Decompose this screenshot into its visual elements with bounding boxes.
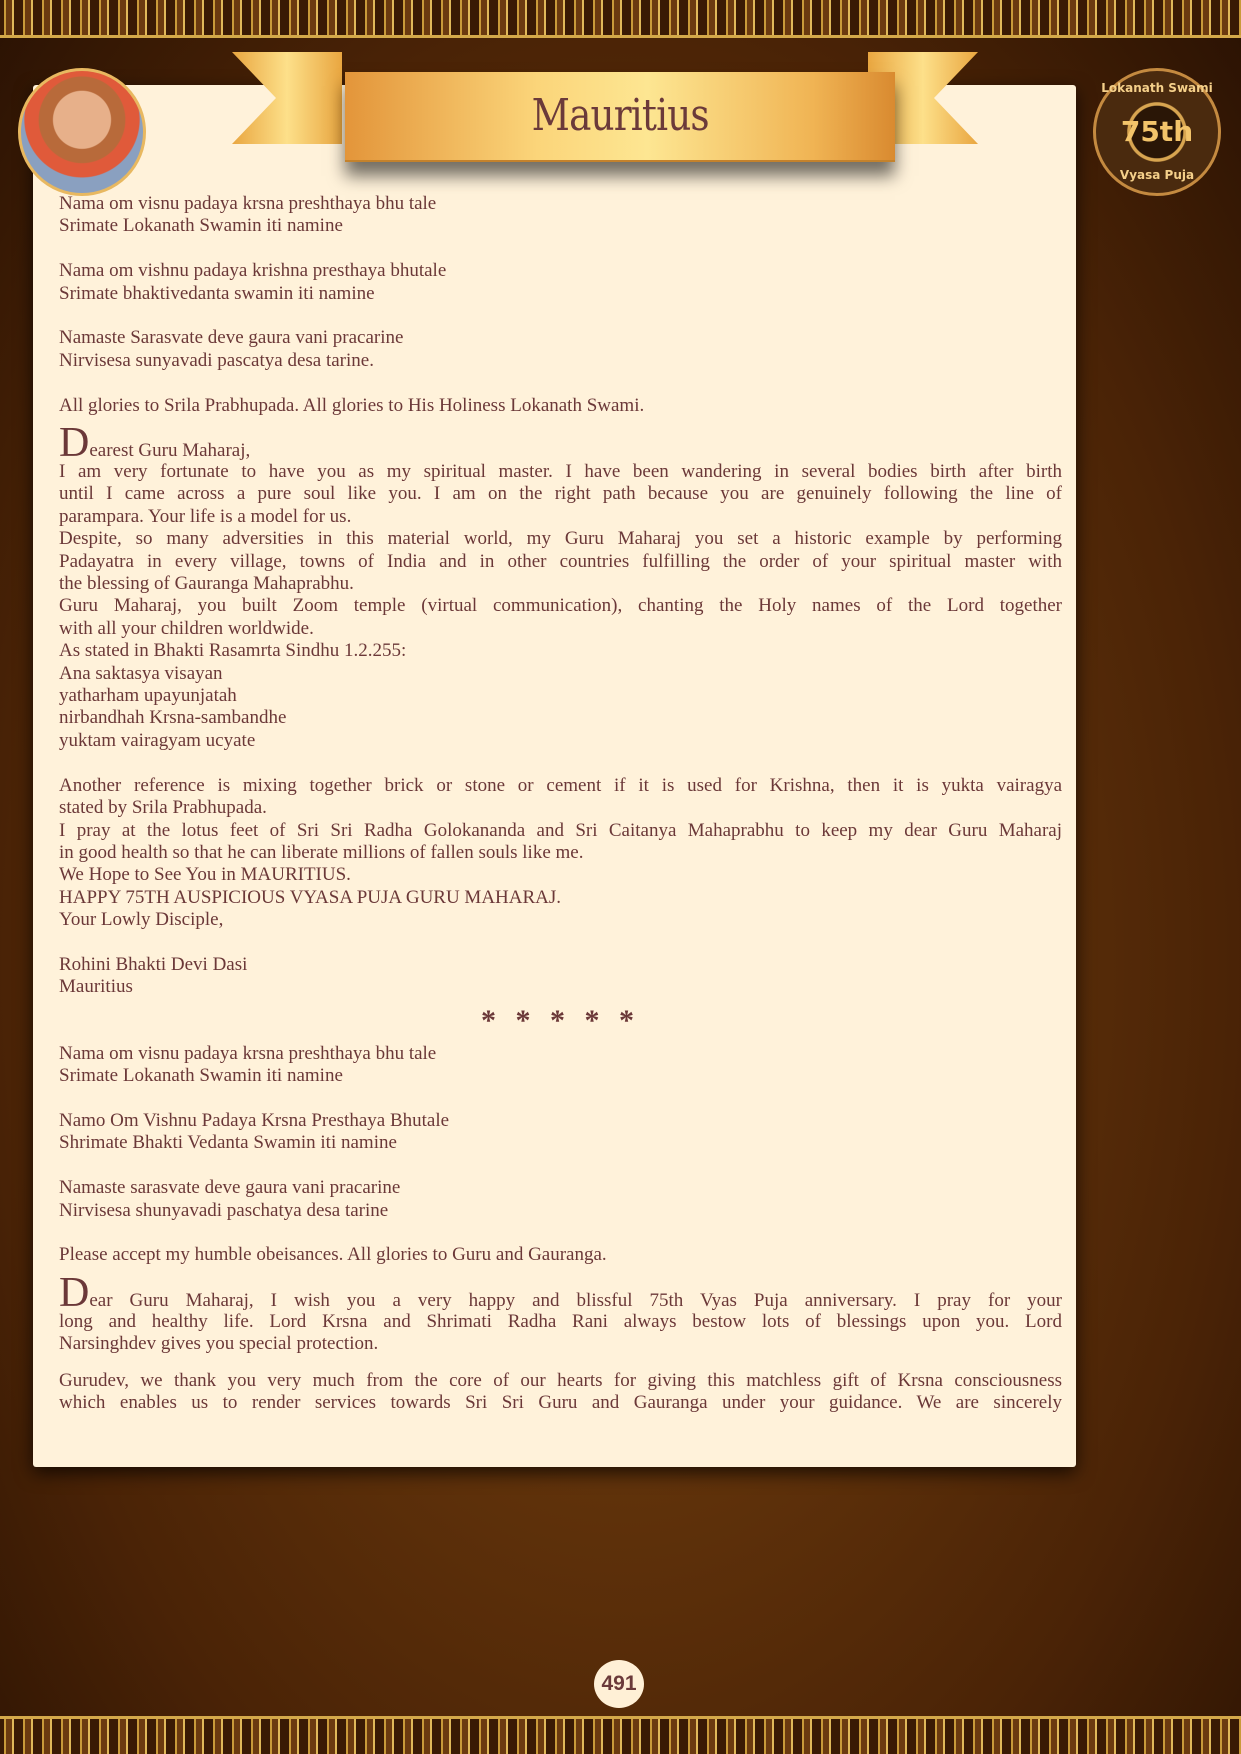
paragraph bbox=[59, 327, 1062, 372]
text-line: Another reference is mixing together brick or stone or cement if it is used for Krishna, then it is yukta vairagya bbox=[59, 774, 1062, 796]
logo-bottom-text: Vyasa Puja bbox=[1119, 168, 1195, 182]
drop-cap-rest: earest Guru Maharaj, bbox=[89, 440, 251, 462]
text-line: yuktam vairagyam ucyate bbox=[59, 729, 256, 751]
drop-cap: D bbox=[59, 1269, 90, 1316]
blank-line bbox=[59, 1088, 1062, 1110]
blank-line bbox=[59, 1222, 1062, 1244]
text-line: in good health so that he can liberate millions of fallen souls like me. bbox=[59, 841, 584, 863]
paragraph bbox=[59, 1110, 1062, 1155]
paragraph bbox=[59, 1244, 1062, 1266]
text-line: I am very fortunate to have you as my spiritual master. I have been wandering in several bodies birth after birth bbox=[59, 461, 1062, 483]
text-line: Ana saktasya visayan bbox=[59, 662, 223, 684]
text-line: yatharham upayunjatah bbox=[59, 685, 237, 707]
text-line: parampara. Your life is a model for us. bbox=[59, 505, 352, 527]
text-line: HAPPY 75TH AUSPICIOUS VYASA PUJA GURU MAHARAJ. bbox=[59, 886, 562, 908]
text-line: Nama om visnu padaya krsna preshthaya bhu tale bbox=[59, 193, 437, 214]
guru-portrait bbox=[18, 68, 146, 196]
paragraph bbox=[59, 193, 1062, 238]
paragraph bbox=[59, 954, 1062, 999]
blank-line bbox=[59, 752, 1062, 774]
text-line: until I came across a pure soul like you. I am on the right path because you are genuinely following the line of bbox=[59, 483, 1062, 505]
paragraph bbox=[59, 595, 1062, 640]
text-line: Nama om vishnu padaya krishna presthaya bhutale bbox=[59, 260, 447, 282]
section-separator: * * * * * bbox=[481, 1003, 640, 1037]
text-line: Shrimate Bhakti Vedanta Swamin iti namine bbox=[59, 1132, 397, 1154]
text-line: Narsinghdev gives you special protection. bbox=[59, 1333, 379, 1355]
paragraph bbox=[59, 461, 1062, 528]
text-line: We Hope to See You in MAURITIUS. bbox=[59, 864, 351, 886]
title-ribbon bbox=[345, 72, 895, 162]
text-line: the blessing of Gauranga Mahaprabhu. bbox=[59, 573, 354, 595]
text-line: All glories to Srila Prabhupada. All glories to His Holiness Lokanath Swami. bbox=[59, 394, 645, 416]
drop-cap: D bbox=[59, 420, 90, 467]
page-title: Mauritius bbox=[531, 90, 709, 141]
blank-line bbox=[59, 238, 1062, 260]
text-line: which enables us to render services towards Sri Sri Guru and Gauranga under your guidance. We are sincerely bbox=[59, 1391, 1062, 1413]
text-line: Nama om visnu padaya krsna preshthaya bhu tale bbox=[59, 1042, 437, 1064]
text-line: As stated in Bhakti Rasamrta Sindhu 1.2.255: bbox=[59, 640, 407, 662]
paragraph bbox=[59, 1177, 1062, 1222]
paragraph bbox=[59, 528, 1062, 595]
letter-body bbox=[59, 193, 1062, 1414]
text-line: nirbandhah Krsna-sambandhe bbox=[59, 707, 287, 729]
paragraph bbox=[59, 640, 1062, 662]
logo-number: 75th bbox=[1120, 115, 1194, 148]
text-line: Your Lowly Disciple, bbox=[59, 909, 224, 931]
paragraph bbox=[59, 1311, 1062, 1356]
blank-line bbox=[59, 305, 1062, 327]
text-line: Rohini Bhakti Devi Dasi bbox=[59, 953, 248, 975]
vyasa-puja-75-logo bbox=[1093, 68, 1221, 196]
decorative-bottom-border bbox=[0, 1716, 1241, 1754]
drop-cap-line bbox=[59, 420, 1062, 467]
paragraph bbox=[59, 260, 1062, 305]
text-line: I pray at the lotus feet of Sri Sri Radha Golokananda and Sri Caitanya Mahaprabhu to keep my dear Guru Maharaj bbox=[59, 819, 1062, 841]
drop-cap-line bbox=[59, 1269, 1062, 1316]
text-line: with all your children worldwide. bbox=[59, 617, 314, 639]
text-line: Nirvisesa shunyavadi paschatya desa tarine bbox=[59, 1199, 389, 1221]
text-line: Padayatra in every village, towns of India and in other countries fulfilling the order of your spiritual master with bbox=[59, 550, 1062, 572]
text-line: Mauritius bbox=[59, 976, 133, 998]
paragraph bbox=[59, 1370, 1062, 1415]
text-line: stated by Srila Prabhupada. bbox=[59, 797, 267, 819]
blank-line bbox=[59, 372, 1062, 394]
blank-line bbox=[59, 1155, 1062, 1177]
blank-line bbox=[59, 932, 1062, 954]
text-line: Please accept my humble obeisances. All glories to Guru and Gauranga. bbox=[59, 1244, 607, 1266]
text-line: long and healthy life. Lord Krsna and Shrimati Radha Rani always bestow lots of blessings upon you. Lord bbox=[59, 1310, 1062, 1332]
text-line: Gurudev, we thank you very much from the core of our hearts for giving this matchless gift of Krsna consciousness bbox=[59, 1369, 1062, 1391]
text-line: Srimate bhaktivedanta swamin iti namine bbox=[59, 282, 375, 304]
paragraph bbox=[59, 775, 1062, 820]
text-line: Namo Om Vishnu Padaya Krsna Presthaya Bhutale bbox=[59, 1109, 450, 1131]
paragraph bbox=[59, 395, 1062, 417]
paragraph bbox=[59, 663, 1062, 753]
decorative-top-border bbox=[0, 0, 1241, 38]
logo-top-text: Lokanath Swami bbox=[1101, 81, 1213, 95]
text-line: Despite, so many adversities in this material world, my Guru Maharaj you set a historic example by performing bbox=[59, 528, 1062, 550]
text-line: Nirvisesa sunyavadi pascatya desa tarine. bbox=[59, 349, 374, 371]
paragraph bbox=[59, 820, 1062, 865]
text-line: Namaste sarasvate deve gaura vani pracarine bbox=[59, 1177, 401, 1199]
paragraph bbox=[59, 1043, 1062, 1088]
text-line: Srimate Lokanath Swamin iti namine bbox=[59, 215, 343, 237]
text-line: Namaste Sarasvate deve gaura vani pracarine bbox=[59, 327, 404, 349]
page-number: 491 bbox=[594, 1660, 644, 1708]
text-line: Guru Maharaj, you built Zoom temple (virtual communication), chanting the Holy names of the Lord together bbox=[59, 595, 1062, 617]
paragraph bbox=[59, 864, 1062, 931]
drop-cap-rest: ear Guru Maharaj, I wish you a very happy and blissful 75th Vyas Puja anniversary. I pray for your bbox=[89, 1289, 1062, 1311]
text-line: Srimate Lokanath Swamin iti namine bbox=[59, 1065, 343, 1087]
